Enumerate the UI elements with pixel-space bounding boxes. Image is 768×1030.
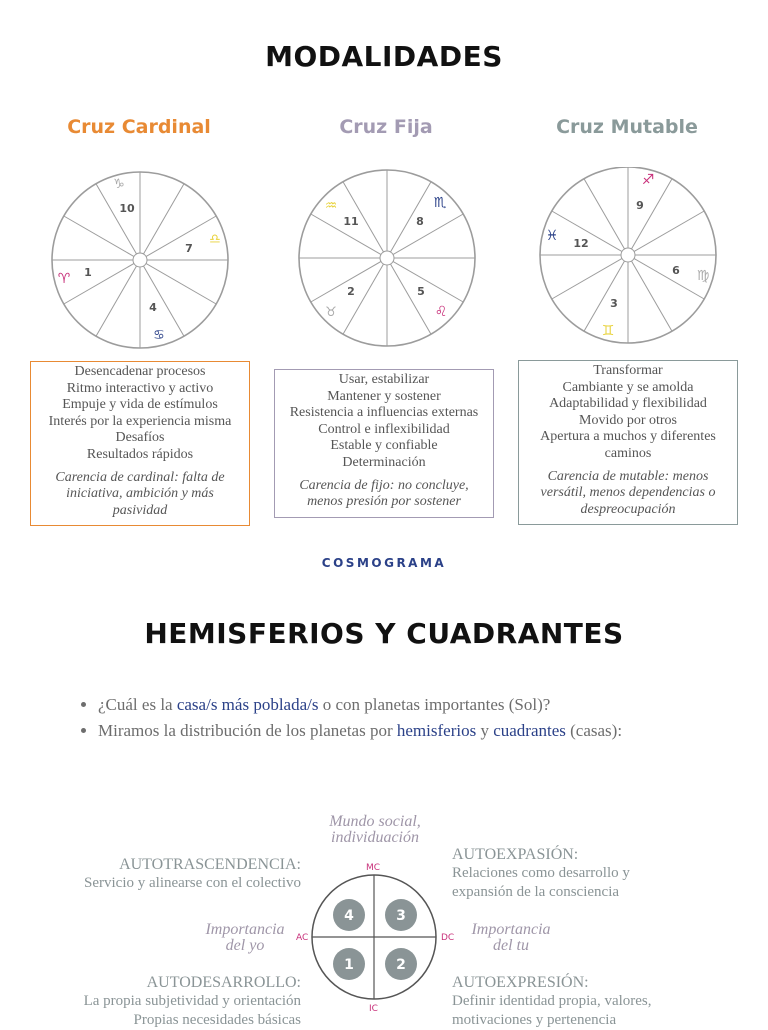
mutable-line: Movido por otros xyxy=(579,412,677,428)
pisces-icon: ♓ xyxy=(545,228,559,244)
aquarius-icon: ♒ xyxy=(324,198,338,214)
mutable-wheel xyxy=(538,167,718,347)
importancia-tu-label: Importancia del tu xyxy=(471,921,551,954)
cardinal-box xyxy=(30,361,250,526)
autotrascendencia-title: AUTOTRASCENDENCIA: xyxy=(119,856,301,873)
taurus-icon: ♉ xyxy=(325,305,337,320)
modalidades-title: MODALIDADES xyxy=(265,40,503,73)
fija-house-11: 11 xyxy=(343,215,359,228)
autodesarrollo-block xyxy=(84,973,301,1030)
fija-line: Resistencia a influencias externas xyxy=(289,405,479,421)
quadrant-3 xyxy=(385,899,417,931)
sagittarius-icon: ♐ xyxy=(641,172,655,188)
libra-icon: ♎ xyxy=(209,232,221,247)
autoexpresion-line2: motivaciones y pertenencia xyxy=(452,1012,617,1028)
cardinal-house-1: 1 xyxy=(84,266,92,279)
cardinal-line: Ritmo interactivo y activo xyxy=(66,380,214,396)
cardinal-line: Empuje y vida de estímulos xyxy=(62,397,218,413)
brand-footer: COSMOGRAMA xyxy=(321,556,447,570)
fija-house-5: 5 xyxy=(417,285,425,298)
cruz-cardinal-title: Cruz Cardinal xyxy=(67,116,211,138)
svg-text:4: 4 xyxy=(344,908,354,924)
cancer-icon: ♋ xyxy=(153,328,165,343)
ic-label: IC xyxy=(369,1004,378,1014)
mutable-house-3: 3 xyxy=(610,297,618,310)
fija-wheel xyxy=(297,168,477,348)
mutable-line: Apertura a muchos y diferentes xyxy=(540,429,716,445)
mc-label: MC xyxy=(366,863,381,873)
fija-line: Control e inflexibilidad xyxy=(318,421,450,437)
capricorn-icon: ♑ xyxy=(113,177,125,192)
fija-line: Estable y confiable xyxy=(330,438,438,454)
aries-icon: ♈ xyxy=(57,271,71,287)
cardinal-line: Desafíos xyxy=(115,430,165,446)
bullet-item: • ¿Cuál es la casa/s más poblada/s o con planetas importantes (Sol)? xyxy=(98,695,622,715)
autoexpansion-line2: expansión de la consciencia xyxy=(452,884,620,900)
mutable-line: Transformar xyxy=(593,363,663,378)
cardinal-house-7: 7 xyxy=(185,242,193,255)
autodesarrollo-line2: Propias necesidades básicas xyxy=(133,1012,301,1028)
mundo-social-label: Mundo social, individuación xyxy=(329,813,421,846)
autoexpresion-title: AUTOEXPRESIÓN: xyxy=(452,974,589,991)
mutable-line: Adaptabilidad y flexibilidad xyxy=(549,396,707,412)
cardinal-line: Resultados rápidos xyxy=(86,446,194,462)
cardinal-note: Carencia de cardinal: falta de iniciativa, ambición y más pasividad xyxy=(55,469,225,518)
cruz-mutable-title: Cruz Mutable xyxy=(556,116,698,138)
fija-box xyxy=(274,369,494,518)
fija-note: Carencia de fijo: no concluye, menos presión por sostener xyxy=(299,477,469,510)
mutable-house-12: 12 xyxy=(573,237,589,250)
autodesarrollo-title: AUTODESARROLLO: xyxy=(146,974,301,991)
quadrant-1 xyxy=(333,948,365,980)
importancia-yo-label: Importancia del yo xyxy=(205,921,285,954)
leo-icon: ♌ xyxy=(434,304,448,320)
fija-house-2: 2 xyxy=(347,285,355,298)
cardinal-line: Desencadenar procesos xyxy=(74,364,206,379)
autoexpresion-block xyxy=(452,973,652,1030)
bullet-item: • Miramos la distribución de los planetas por hemisferios y cuadrantes (casas): xyxy=(98,721,622,741)
quadrant-diagram xyxy=(310,873,438,1001)
gemini-icon: ♊ xyxy=(601,323,615,339)
autoexpansion-line1: Relaciones como desarrollo y xyxy=(452,865,630,881)
mutable-line: Cambiante y se amolda xyxy=(562,379,694,395)
fija-line: Determinación xyxy=(342,454,426,470)
autoexpansion-title: AUTOEXPASIÓN: xyxy=(452,846,579,863)
autoexpansion-block xyxy=(452,845,630,902)
quadrant-2 xyxy=(385,948,417,980)
mutable-box xyxy=(518,360,738,525)
fija-line: Mantener y sostener xyxy=(327,388,441,404)
mutable-house-6: 6 xyxy=(672,264,680,277)
dc-label: DC xyxy=(441,933,455,943)
svg-text:1: 1 xyxy=(344,957,354,973)
cruz-fija-title: Cruz Fija xyxy=(339,116,433,138)
quadrant-4 xyxy=(333,899,365,931)
fija-line: Usar, estabilizar xyxy=(338,372,430,387)
autodesarrollo-line1: La propia subjetividad y orientación xyxy=(83,993,301,1009)
autotrascendencia-text: Servicio y alinearse con el colectivo xyxy=(84,875,301,891)
mutable-house-9: 9 xyxy=(636,199,644,212)
virgo-icon: ♍ xyxy=(696,268,710,284)
cardinal-house-10: 10 xyxy=(119,202,135,215)
scorpio-icon: ♏ xyxy=(433,195,447,211)
svg-text:3: 3 xyxy=(396,908,406,924)
bullet-list xyxy=(78,695,622,747)
svg-text:2: 2 xyxy=(396,957,406,973)
ac-label: AC xyxy=(296,933,309,943)
mutable-note: Carencia de mutable: menos versátil, menos dependencias o despreocupación xyxy=(540,468,716,517)
autotrascendencia-block xyxy=(84,855,301,893)
fija-house-8: 8 xyxy=(416,215,424,228)
hemisferios-title: HEMISFERIOS Y CUADRANTES xyxy=(144,617,624,650)
cardinal-wheel xyxy=(50,170,230,350)
mutable-line: caminos xyxy=(604,445,652,461)
cardinal-house-4: 4 xyxy=(149,301,157,314)
cardinal-line: Interés por la experiencia misma xyxy=(48,413,232,429)
autoexpresion-line1: Definir identidad propia, valores, xyxy=(452,993,652,1009)
